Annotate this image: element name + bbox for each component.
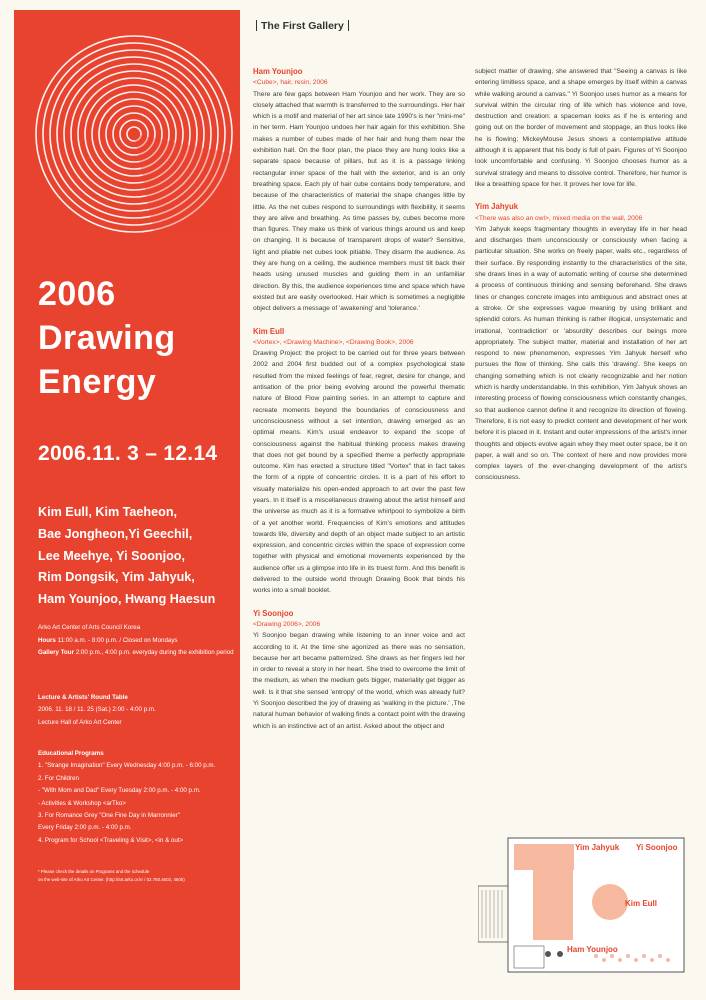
artist-works-yi: <Drawing 2006>, 2006 (253, 620, 321, 628)
venue-name: Arko Art Center of Arts Council Korea (38, 624, 141, 631)
edu-title: Educational Programs (38, 750, 104, 757)
artist-line: Bae Jongheon,Yi Geechil, (38, 526, 193, 541)
header-bar (348, 20, 349, 31)
lecture-info (38, 692, 240, 729)
yim-area-vertical (533, 844, 573, 940)
artist-name-yi: Yi Soonjoo (253, 608, 294, 618)
concentric-spiral-graphic (34, 34, 234, 234)
artist-text-yi-continued: subject matter of drawing, she answered that "Seeing a canvas is like entering limitless space, and a shape emerges by itself within a canvas while walking around a canvas." Yi Soonjoo uses humor as a means for survival within the circular ring of life which has violence and love, destruction and creation: a spaceman looks as if he is entering and going out on the border of movement and stoppage, an thus looks like he is flowing; MickeyMouse Jesus shows a contemplative attitude although it is apparent that his body is full of pain. Figures of Yi Soonjoo look uncomfortable and confusing. Yi Soonjoo chooses humor as a survival strategy and means to dissolve control. Therefore, her humor is like a breathing space for her. It proves her love for life. (475, 68, 687, 188)
lecture-place: Lecture Hall of Arko Art Center (38, 718, 122, 726)
artist-works-kim: <Vortex>, <Drawing Machine>, <Drawing Book>, 2006 (253, 338, 414, 346)
artist-name-kim: Kim Eull (253, 326, 285, 336)
edu-item: 2. For Children (38, 774, 79, 782)
website-note (38, 868, 240, 883)
artist-line: Kim Eull, Kim Taeheon, (38, 505, 178, 519)
artist-line: Rim Dongsik, Yim Jahyuk, (38, 570, 195, 585)
artist-line: Lee Meehye, Yi Soonjoo, (38, 548, 185, 563)
tour-value: 2:00 p.m., 4:00 p.m. everyday during the exhibition period (74, 649, 234, 656)
artist-works-ham: <Cube>, hair, resin, 2006 (253, 79, 328, 87)
gallery-title: The First Gallery (261, 20, 344, 32)
artist-list (38, 502, 215, 611)
hours-value: 11:00 a.m. - 8:00 p.m. / Closed on Mondays (55, 636, 178, 644)
gallery-header (252, 20, 353, 32)
lecture-title: Lecture & Artists' Round Table (38, 694, 128, 701)
artist-text-kim: Drawing Project: the project to be carried out for three years between 2002 and 2004 first budded out of a complex psychological state resulted from the mixed feelings of fear, regret, desire for change, and antisation of the prior being evolving around the powerful thematic nature of Blood Flow painting series. In an attempt to capture and recreate moments beyond the boundaries of consciousness and unconsciousness without a set intention, drawing emerged as an optimal means. Kim's usual endeavor to expand the scope of consciousness against the habitual thinking process makes drawing that does not get bound by a specified theme a perfectly appropriate outcome. Kim has erected a structure titled "Vortex" that in fact takes the form of a ripple of concentric circles. It is a part of his effort to visually materialize his open-ended approach to art over the past few years. In it itself is a miscellaneous drawing about the artist himself and the universe as much as it is a formative whirlpool to symbolize a birth of a yet another world. Frequencies of Kim's emotions and attitudes towards life, diversity and depth of an object made subject to an artistic expression, and concentric circles within the space of expression come together with physical and emotional movements experienced by the audience offer us a glimpse into life in its truest form. And this benefit is delivered to the outside world through Drawing Book that binds his works into a small booklet. (253, 350, 465, 595)
text-column-right (475, 66, 687, 484)
edu-item: 4. Program for School <Traveling & Visit>, <in & out> (38, 836, 184, 844)
stair-lines (482, 890, 502, 938)
note-line: * Please check the details on Programs and the schedule (38, 869, 150, 874)
text-column-left (253, 66, 465, 732)
artist-line: Ham Younjoo, Hwang Haesun (38, 592, 216, 607)
floor-plan-map (478, 834, 688, 980)
hours-label: Hours (38, 636, 56, 644)
artist-works-yim: <There was also an owl>, mixed media on the wall, 2006 (475, 214, 643, 222)
edu-item: 1. "Strange Imagination" Every Wednesday 4:00 p.m. - 6:00 p.m. (38, 762, 216, 770)
title-line: Drawing (38, 319, 176, 357)
lecture-date: 2006. 11. 18 / 11. 25 (Sat.) 2:00 - 4:00 p.m. (38, 706, 156, 714)
artist-name-yim: Yim Jahyuk (475, 202, 519, 212)
exhibition-poster-panel (14, 10, 240, 990)
venue-info (38, 622, 240, 660)
note-line: on the web-site of Arko Art Center. (http://art.arko.or.kr / 02.760.4602, 4605) (38, 876, 185, 882)
title-line: 2006 (38, 275, 116, 313)
educational-programs (38, 748, 240, 847)
entrance-stairs (478, 886, 508, 942)
title-line: Energy (38, 363, 157, 401)
artist-text-yi: Yi Soonjoo began drawing while listening to an inner voice and act according to it. At the time she agonized as there was no sensation, because her art became patternized. She draws as her fingers led her in order to reveal a story in her heart. She tried to overcome the limit of the medium, as when the medium gets bigger, materiality get bigger as well. Is it that she sensed 'entropy' of the world, which was already full? Yi Soonjoo described the joy of drawing as 'walking in the picture.' ,The natural human behavior of walking finds a contact point with the drawing which is an instinctive act of an artist. Asked about the object and (253, 632, 465, 730)
artist-text-yim: Yim Jahyuk keeps fragmentary thoughts in everyday life in her head and discharges them unconsciously or consciously when facing a particular situation. She works on freely paper, walls etc., regardless of their surface. By responding instantly to the characteristics of the site, she draws lines in a way of automatic writing of course she determined a process of continuous thinking and sensing beforehand. She draws lines or changes concrete images into ambiguous and abstract ones at a stroke. Or she expresses vague meaning by using brilliant and splendid colors. As human thinking is rather illogical, unsystematic and irrational, 'contradiction' or 'absurdity' describes our beings more appropriately. The subject matter, material and installation of her art respond to new phenomenon, expresses Yim Jahyuk herself who pursues the flow of thinking. She calls this 'drawing'. She keeps on changing something which is not clearly recognizable and her notion which is hardly understandable. In this exhibition, Yim Jahyuk shows an interesting process of flowing consciousness which constantly changes, so that audience cannot define it and recognize its direction of flowing. Therefore, it is not easy to predict content and development of her work before it is placed in it. Instant and outer impressions of the artist's inner thoughts and objects evolve again whey they meet outer space, be it on paper, a wall and so on. The context of here and now provides more complex layers of the ever-changing development of the artist's consciousness. (475, 225, 687, 482)
map-label-yim: Yim Jahyuk (575, 843, 620, 852)
artist-text-ham: There are few gaps between Ham Younjoo and her work. They are so closely attached that warmth is transferred to the surroundings. Her hair which is a motif and material of her art since late 1990's is her "mini-me" in her term. Ham Younjoo undoes her hair again for this exhibition. She makes a number of cubes made of her hair and hung them near the exhibition hall. On the floor plan, the place they are hung looks like a separate space because of pillars, but as it is a passage linking rectangular inner space of the hall with the exterior, and is an only breathing space. Each ply of hair cube contains body temperature, and because of the characteristics of material the shape changes little by little. As the net cubes respond to surroundings with flexibility, it seems they are alive and breathing. As time passes by, cubes become more than figures. They make us think of various things around us and keep on changing. It is because of transparent drops of water? Sensitive, light and pliable net cubes look pitiable. They disarm the audience. As they are hung on a ceiling, the audience members must tilt back their heads using unused muscles and guiding them in an unfamiliar direction. By this, the audience experiences time and space which have existed but are easily overlooked. Hair which is sometimes a negligible object delivers a message of 'awakening' and 'tolerance.' (253, 90, 465, 313)
map-label-yi: Yi Soonjoo (636, 843, 678, 852)
artist-name-ham: Ham Younjoo (253, 67, 303, 76)
exhibition-dates: 2006.11. 3 – 12.14 (38, 442, 218, 465)
header-bar (256, 20, 257, 31)
exhibition-title (38, 272, 176, 404)
edu-item: Every Friday 2:00 p.m. - 4:00 p.m. (38, 824, 132, 832)
map-label-ham: Ham Younjoo (567, 945, 618, 954)
edu-item: 3. For Romance Grey "One Fine Day in Marronnier" (38, 812, 180, 820)
edu-item: - Activities & Workshop <arTko> (38, 799, 126, 807)
map-label-kim: Kim Eull (625, 899, 658, 908)
tour-label: Gallery Tour (38, 649, 74, 656)
edu-item: - "With Mom and Dad" Every Tuesday 2:00 p.m. - 4:00 p.m. (38, 787, 201, 795)
kim-vortex (592, 884, 628, 920)
